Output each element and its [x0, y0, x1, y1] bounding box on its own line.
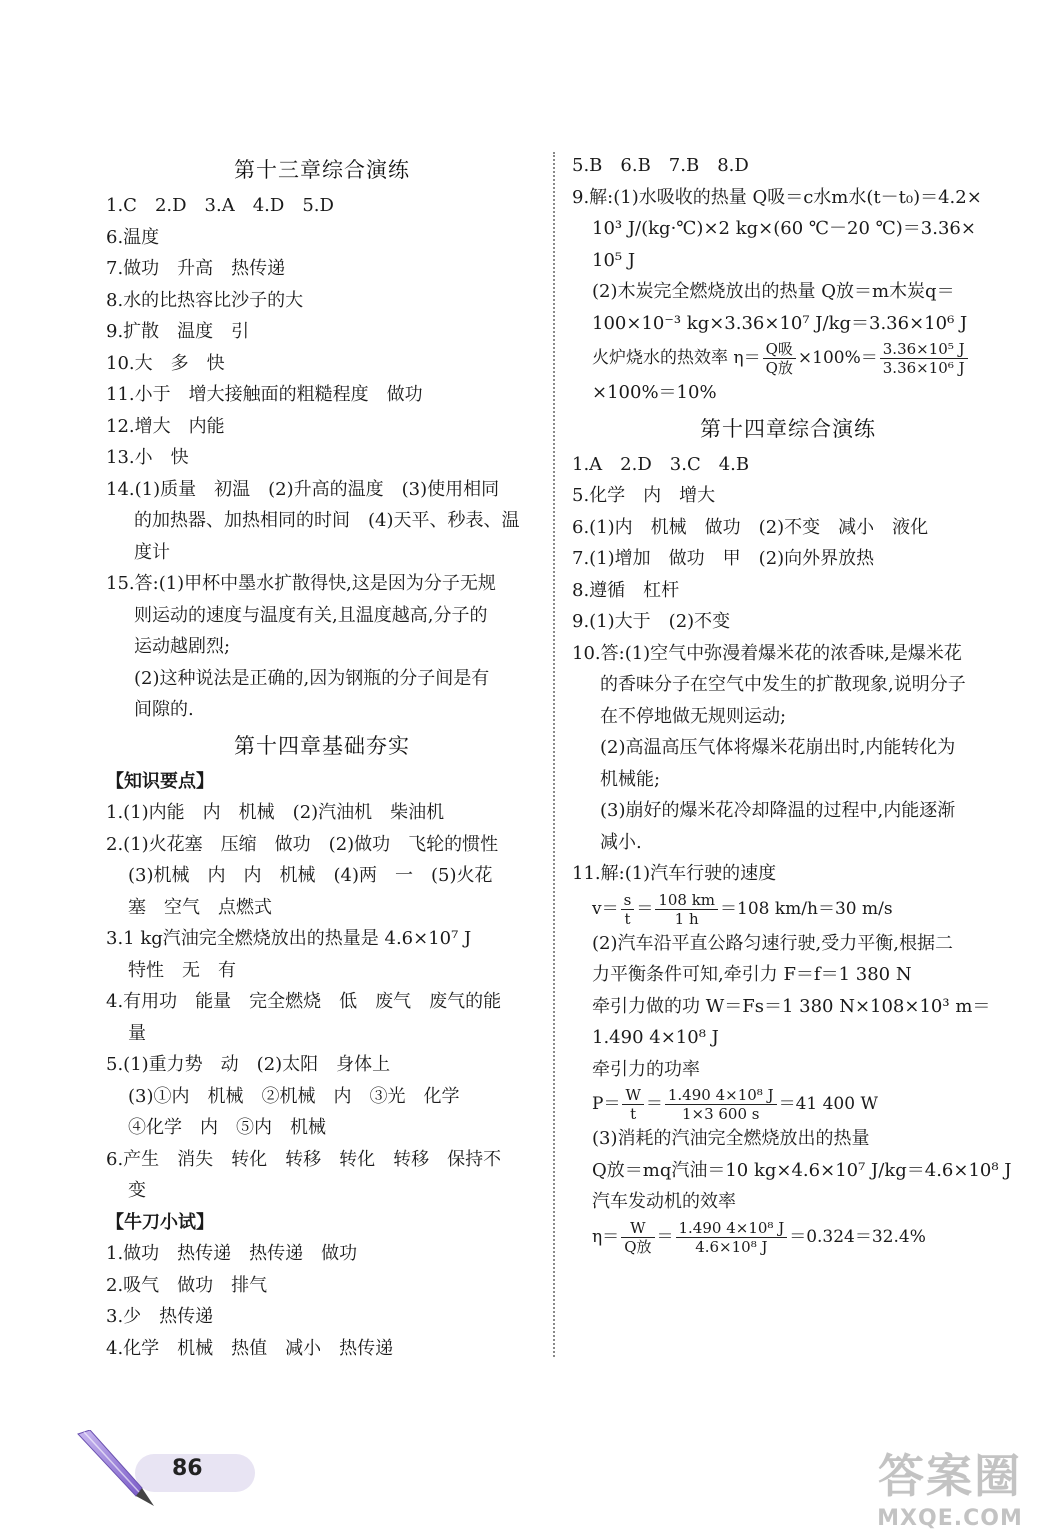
answer-line-cont: 牵引力做的功 W＝Fs＝1 380 N×108×10³ m＝ — [592, 995, 991, 1017]
denominator: Q放 — [624, 1237, 652, 1256]
watermark-logo — [870, 1440, 1030, 1531]
answer-line-cont: (2)木炭完全燃烧放出的热量 Q放＝m木炭q＝ — [592, 281, 955, 302]
numerator: 1.490 4×10⁸ J — [676, 1219, 788, 1238]
answer-line-cont: 则运动的速度与温度有关,且温度越高,分子的 — [134, 604, 488, 626]
eq-text: ＝ — [645, 1094, 663, 1114]
denominator: 3.36×10⁶ J — [882, 359, 965, 377]
answer-line-cont: 汽车发动机的效率 — [592, 1191, 736, 1212]
section-title-ch14-basics: 第十四章基础夯实 — [234, 733, 410, 758]
denominator: t — [630, 1105, 637, 1123]
eq-text: v＝ — [592, 898, 619, 919]
answer-line: 2.(1)火花塞 压缩 做功 (2)做功 飞轮的惯性 — [106, 833, 499, 855]
answer-line-cont: 100×10⁻³ kg×3.36×10⁷ J/kg＝3.36×10⁶ J — [592, 312, 968, 334]
column-divider — [553, 152, 555, 1357]
answer-line: 3.1 kg汽油完全燃烧放出的热量是 4.6×10⁷ J — [106, 928, 472, 949]
fraction — [880, 340, 968, 377]
denominator: t — [624, 909, 631, 928]
answer-line: 13.小 快 — [106, 447, 189, 468]
numerator: Q吸 — [763, 340, 796, 359]
answer-line: 1.做功 热传递 热传递 做功 — [106, 1243, 358, 1264]
numerator: 108 km — [655, 891, 718, 910]
answer-line: 9.(1)大于 (2)不变 — [572, 611, 731, 632]
answer-line: 10.大 多 快 — [106, 352, 225, 374]
answer-line-cont: 在不停地做无规则运动; — [600, 705, 787, 727]
fraction — [621, 1219, 654, 1256]
velocity-equation — [572, 890, 1004, 928]
numerator: W — [621, 1219, 654, 1238]
numerator: 3.36×10⁵ J — [880, 340, 968, 359]
eq-text: ＝0.324＝32.4% — [789, 1226, 926, 1247]
answer-line-cont: 间隙的. — [134, 699, 194, 720]
answer-line-cont: (2)汽车沿平直公路匀速行驶,受力平衡,根据二 — [592, 932, 953, 954]
subsection-heading-knowledge: 【知识要点】 — [106, 770, 214, 792]
answer-line: 7.做功 升高 热传递 — [106, 258, 286, 279]
answer-line-cont: 特性 无 有 — [128, 959, 236, 981]
answer-line: 4.化学 机械 热值 减小 热传递 — [106, 1337, 394, 1359]
answer-line: 11.小于 增大接触面的粗糙程度 做功 — [106, 384, 423, 405]
answer-line: 9.扩散 温度 引 — [106, 321, 250, 342]
answer-line: 1.C 2.D 3.A 4.D 5.D — [106, 195, 334, 216]
fraction — [655, 891, 718, 928]
left-column — [106, 150, 538, 1364]
page-footer — [40, 1430, 230, 1500]
denominator: 1 h — [674, 909, 699, 928]
watermark-url: MXQE.COM — [877, 1506, 1023, 1531]
answer-line: 6.温度 — [106, 226, 160, 248]
answer-line-cont: 塞 空气 点燃式 — [128, 896, 272, 918]
answer-line-cont: 减小. — [600, 831, 642, 853]
eq-text: ＝108 km/h＝30 m/s — [720, 898, 893, 919]
subsection-heading-practice: 【牛刀小试】 — [106, 1211, 214, 1233]
answer-line-cont: ×100%＝10% — [592, 382, 717, 403]
answer-line: 6.(1)内 机械 做功 (2)不变 减小 液化 — [572, 516, 929, 538]
answer-line: 1.(1)内能 内 机械 (2)汽油机 柴油机 — [106, 802, 445, 823]
answer-line: 11.解:(1)汽车行驶的速度 — [572, 863, 777, 884]
watermark-text: 答案圈 — [878, 1449, 1022, 1503]
answer-line-cont: (3)①内 机械 ②机械 内 ③光 化学 — [128, 1085, 460, 1107]
fraction — [676, 1219, 788, 1256]
answer-line-cont: 度计 — [134, 541, 170, 563]
numerator: s — [621, 891, 635, 910]
eq-text: η＝ — [592, 1226, 620, 1247]
section-title-ch13-review: 第十三章综合演练 — [234, 158, 410, 182]
eq-text: ＝ — [636, 898, 654, 919]
answer-line-cont: (2)这种说法是正确的,因为钢瓶的分子间是有 — [134, 667, 490, 689]
fraction — [622, 1086, 643, 1123]
eq-text: ＝ — [656, 1226, 674, 1247]
answer-line-cont: 力平衡条件可知,牵引力 F＝f＝1 380 N — [592, 964, 912, 985]
right-column — [572, 150, 1012, 1256]
answer-line: 5.(1)重力势 动 (2)太阳 身体上 — [106, 1054, 391, 1075]
answer-line: 5.化学 内 增大 — [572, 485, 716, 506]
answer-line: 2.吸气 做功 排气 — [106, 1274, 268, 1296]
answer-line-cont: (3)消耗的汽油完全燃烧放出的热量 — [592, 1128, 870, 1149]
answer-line-cont: 1.490 4×10⁸ J — [592, 1027, 719, 1048]
answer-line: 14.(1)质量 初温 (2)升高的温度 (3)使用相同 — [106, 478, 500, 500]
answer-line: 4.有用功 能量 完全燃烧 低 废气 废气的能 — [106, 991, 502, 1012]
answer-line-cont: 的加热器、加热相同的时间 (4)天平、秒表、温 — [134, 510, 520, 531]
answer-line-cont: 10⁵ J — [592, 249, 636, 271]
answer-line: 8.水的比热容比沙子的大 — [106, 289, 304, 311]
answer-line: 12.增大 内能 — [106, 415, 225, 437]
answer-line-cont: 牵引力的功率 — [592, 1058, 700, 1080]
denominator: 1×3 600 s — [681, 1105, 760, 1123]
engine-efficiency-equation — [572, 1218, 1004, 1256]
answer-line-cont: ④化学 内 ⑤内 机械 — [128, 1117, 326, 1138]
page-number: 86 — [172, 1456, 203, 1481]
answer-line-cont: 10³ J/(kg·℃)×2 kg×(60 ℃－20 ℃)＝3.36× — [592, 218, 976, 239]
section-title-ch14-review: 第十四章综合演练 — [700, 416, 876, 441]
answer-line: 3.少 热传递 — [106, 1306, 214, 1327]
denominator: 4.6×10⁸ J — [695, 1237, 768, 1256]
eq-text: 火炉烧水的热效率 η＝ — [592, 348, 761, 368]
answer-line-cont: (2)高温高压气体将爆米花崩出时,内能转化为 — [600, 737, 956, 758]
answer-line: 10.答:(1)空气中弥漫着爆米花的浓香味,是爆米花 — [572, 642, 962, 664]
answer-line: 7.(1)增加 做功 甲 (2)向外界放热 — [572, 548, 875, 569]
answer-line-cont: 机械能; — [600, 768, 661, 790]
numerator: W — [622, 1086, 643, 1105]
denominator: Q放 — [765, 359, 793, 377]
answer-line-cont: 变 — [128, 1180, 146, 1201]
answer-line-cont: Q放＝mq汽油＝10 kg×4.6×10⁷ J/kg＝4.6×10⁸ J — [592, 1159, 1012, 1181]
answer-line-cont: 量 — [128, 1022, 146, 1044]
answer-line: 9.解:(1)水吸收的热量 Q吸＝c水m水(t－t₀)＝4.2× — [572, 186, 982, 208]
pen-icon — [60, 1430, 170, 1510]
fraction — [665, 1086, 777, 1123]
answer-line: 5.B 6.B 7.B 8.D — [572, 155, 749, 176]
answer-line: 8.遵循 杠杆 — [572, 579, 680, 601]
answer-line-cont: 运动越剧烈; — [134, 636, 231, 657]
fraction — [621, 891, 635, 928]
answer-line: 15.答:(1)甲杯中墨水扩散得快,这是因为分子无规 — [106, 573, 496, 594]
efficiency-equation — [572, 339, 1004, 377]
eq-text: ＝41 400 W — [778, 1094, 878, 1114]
eq-text: ×100%＝ — [797, 348, 878, 368]
answer-line: 6.产生 消失 转化 转移 转化 转移 保持不 — [106, 1148, 502, 1170]
answer-line-cont: (3)机械 内 内 机械 (4)两 一 (5)火花 — [128, 865, 493, 886]
fraction — [763, 340, 796, 377]
answer-line-cont: 的香味分子在空气中发生的扩散现象,说明分子 — [600, 674, 966, 695]
numerator: 1.490 4×10⁸ J — [665, 1086, 777, 1105]
power-equation — [572, 1085, 1004, 1123]
answer-line: 1.A 2.D 3.C 4.B — [572, 453, 750, 475]
eq-text: P＝ — [592, 1094, 621, 1114]
answer-line-cont: (3)崩好的爆米花冷却降温的过程中,内能逐渐 — [600, 800, 956, 821]
